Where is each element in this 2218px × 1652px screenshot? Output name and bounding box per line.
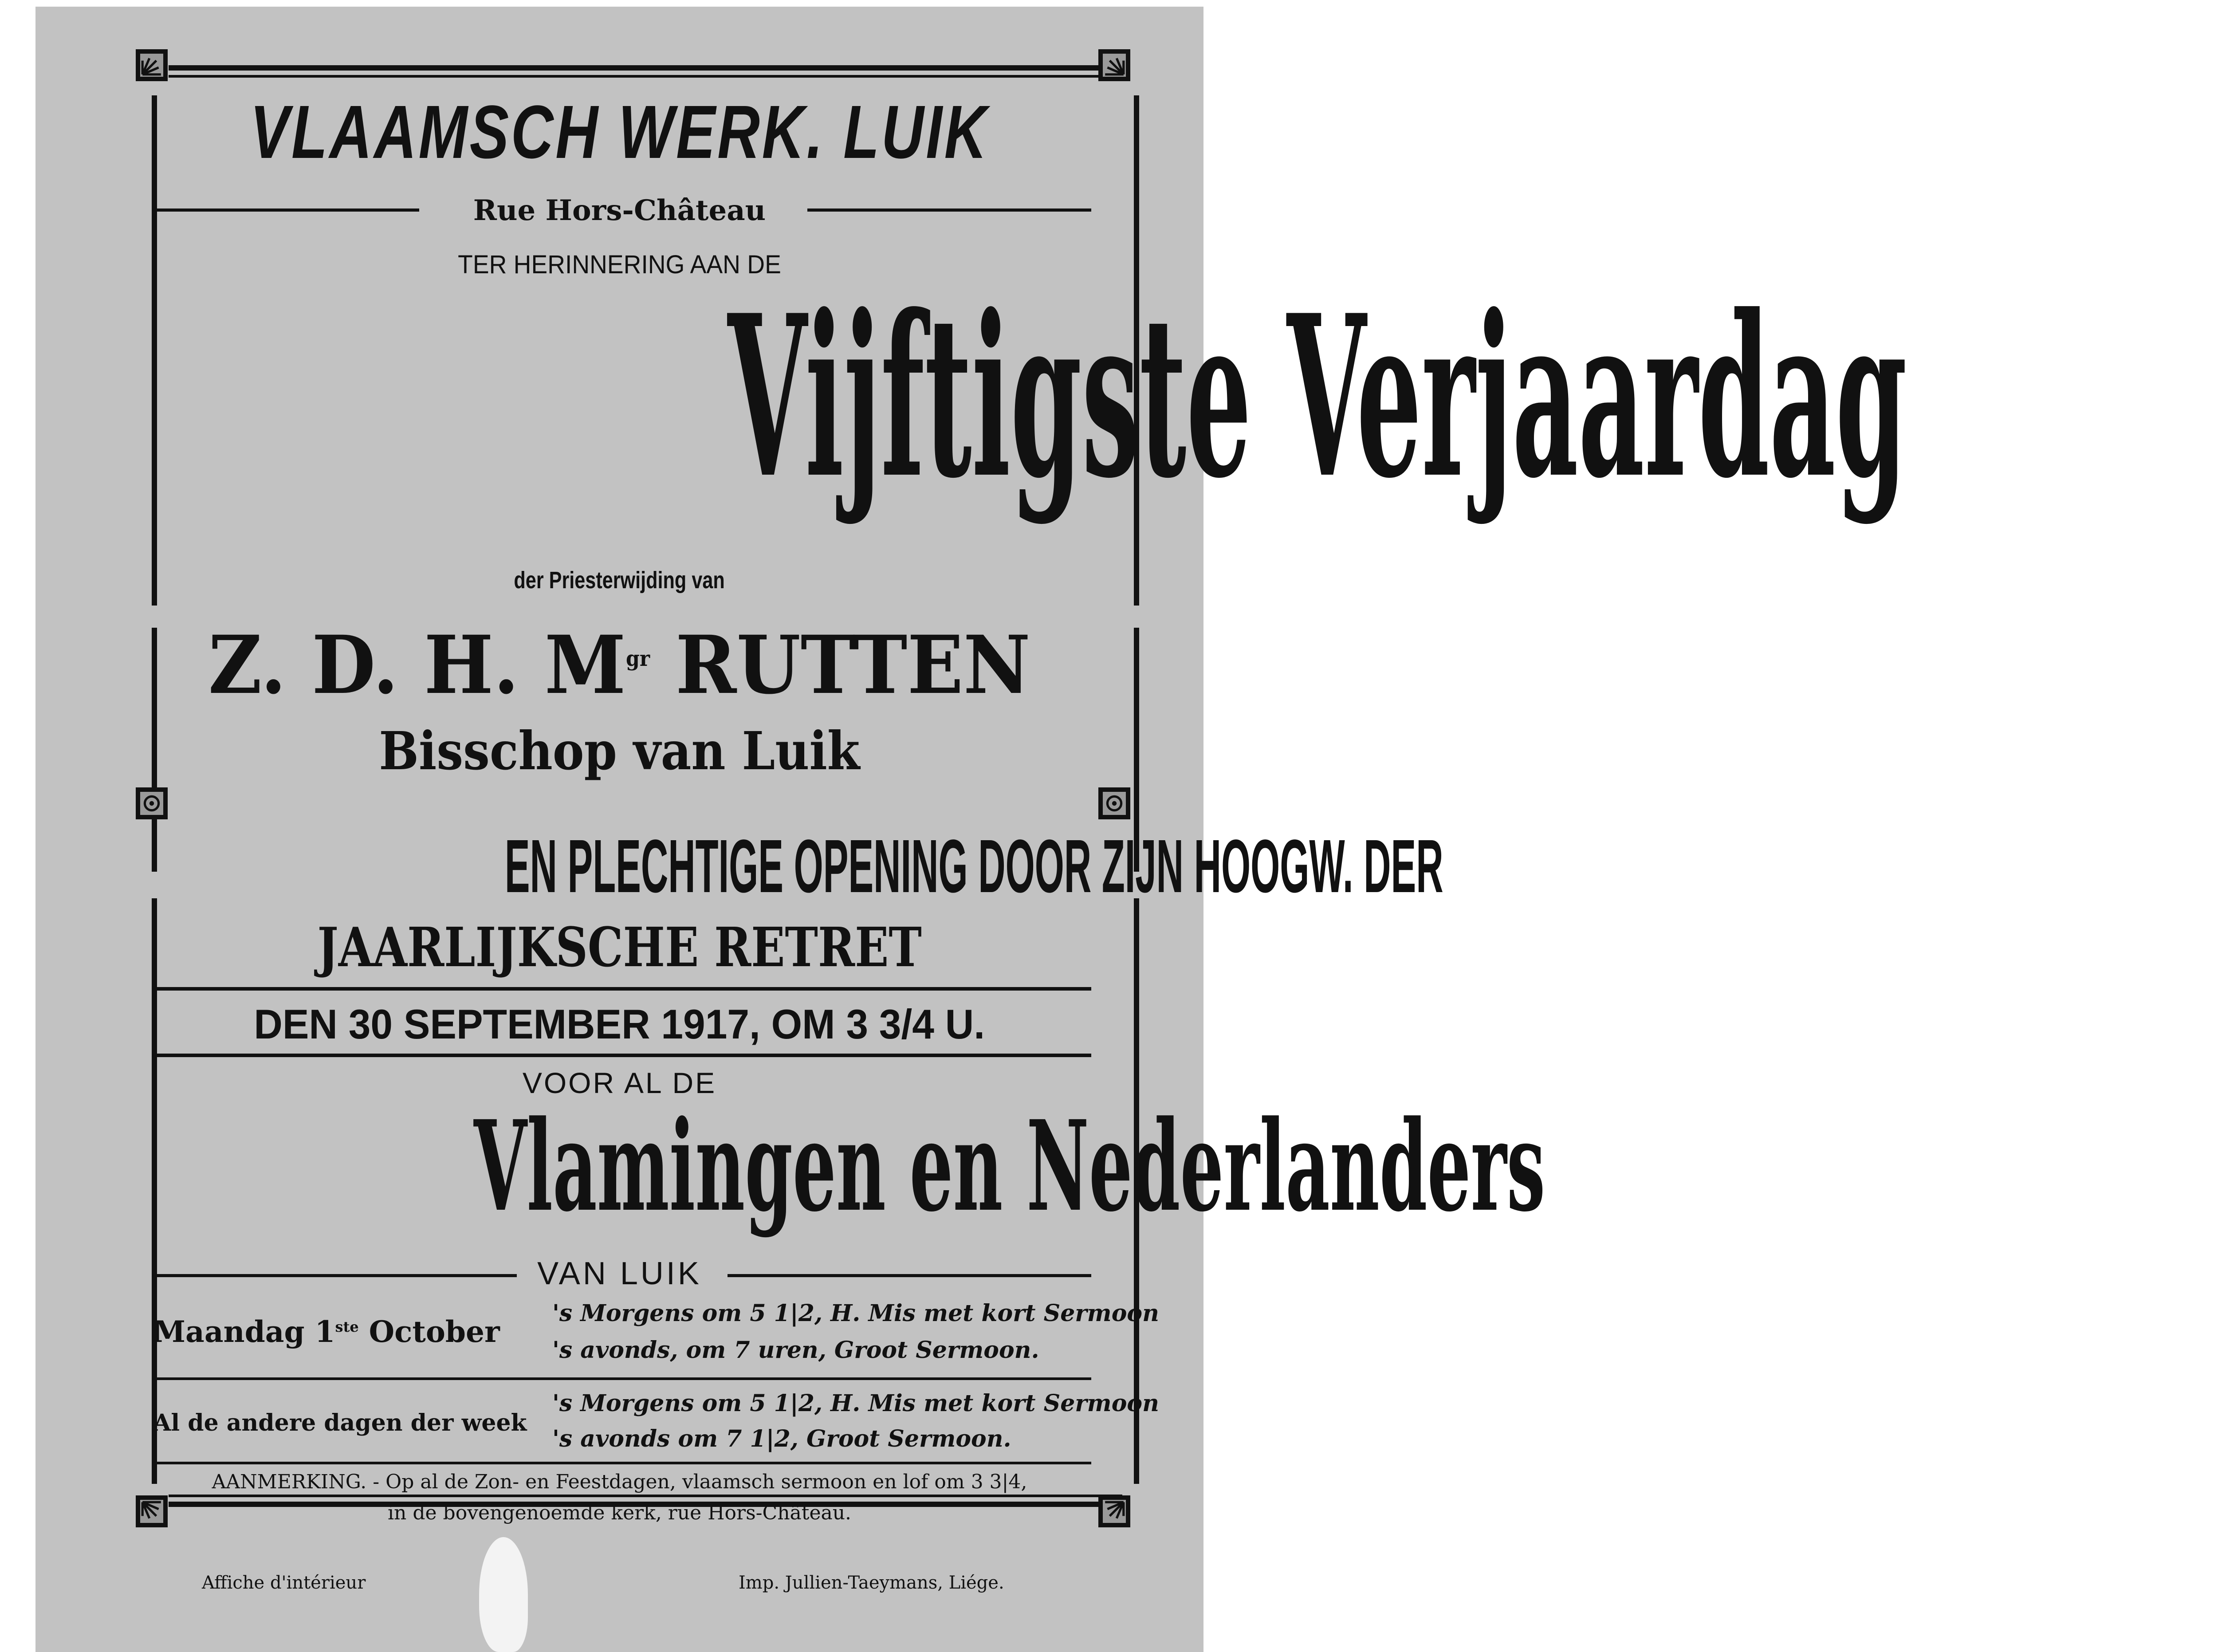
subline: der Priesterwijding van [514,567,725,594]
poster [35,7,1907,1652]
schedule-day: Maandag 1ste October [153,1314,500,1349]
schedule-line: 's Morgens om 5 1|2, H. Mis met kort Sermoon [552,1300,1159,1327]
note-line: AANMERKING. - Op al de Zon- en Feestdagen, vlaamsch sermoon en lof om 3 3|4, [212,1471,1027,1493]
audience-place: VAN LUIK [537,1256,702,1291]
person-name: Z. D. H. $M^{gr}$ RUTTEN [208,618,1031,712]
schedule-line: 's avonds om 7 1|2, Groot Sermoon. [552,1425,1011,1452]
note-line: in de bovengenoemde kerk, rue Hors-Château. [387,1502,852,1524]
person-title: Bisschop van Luik [379,720,860,782]
fan-ornament-icon [1098,49,1130,81]
schedule-line: 's Morgens om 5 1|2, H. Mis met kort Sermoon [552,1390,1159,1417]
opening-line: EN PLECHTIGE OPENING DOOR ZIJN HOOGW. DER [504,824,1443,909]
address: Rue Hors-Château [473,194,766,227]
schedule-line: 's avonds, om 7 uren, Groot Sermoon. [552,1337,1039,1364]
rosette-ornament-icon [136,787,168,819]
intro-line: TER HERINNERING AAN DE [458,250,781,279]
fan-ornament-icon [136,49,168,81]
rosette-ornament-icon [1098,787,1130,819]
audience-intro: VOOR AL DE [522,1066,717,1099]
paper-tear [479,1537,528,1652]
footer-right: Imp. Jullien-Taeymans, Liége. [739,1573,1004,1593]
audience: Vlamingen en Nederlanders [474,1093,1546,1239]
date-line: DEN 30 SEPTEMBER 1917, OM 3 3/4 U. [254,1001,985,1047]
retreat-line: JAARLIJKSCHE RETRET [317,915,922,979]
poster-title: VLAAMSCH WERK. LUIK [250,90,989,174]
headline: Vijftigste Verjaardag [728,267,1907,527]
footer-left: Affiche d'intérieur [202,1573,366,1593]
schedule-day: Al de andere dagen der week [153,1409,527,1436]
